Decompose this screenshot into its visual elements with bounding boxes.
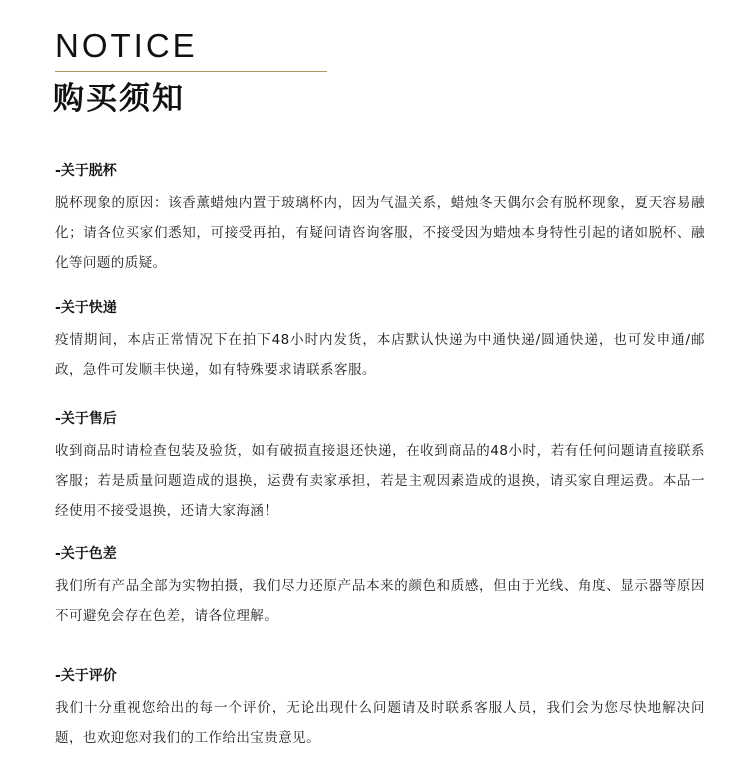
section-shipping xyxy=(55,298,705,385)
section-after-sales xyxy=(55,409,705,526)
section-title: -关于售后 xyxy=(55,411,117,427)
section-body: 我们十分重视您给出的每一个评价，无论出现什么问题请及时联系客服人员，我们会为您尽快地解决问题，也欢迎您对我们的工作给出宝贵意见。 xyxy=(55,700,705,746)
section-title: -关于快递 xyxy=(55,300,117,316)
section-title: -关于色差 xyxy=(55,546,117,562)
section-reviews xyxy=(55,666,705,753)
notice-title-en: NOTICE xyxy=(55,27,198,64)
notice-title-cn: 购买须知 xyxy=(53,81,185,117)
section-color-difference xyxy=(55,544,705,631)
section-body: 疫情期间，本店正常情况下在拍下48小时内发货，本店默认快递为中通快递/圆通快递，也可发申通/邮政，急件可发顺丰快递，如有特殊要求请联系客服。 xyxy=(55,332,705,378)
section-body: 脱杯现象的原因：该香薰蜡烛内置于玻璃杯内，因为气温关系，蜡烛冬天偶尔会有脱杯现象，夏天容易融化；请各位买家们悉知，可接受再拍，有疑问请咨询客服，不接受因为蜡烛本身特性引起的诸如脱杯、融化等问题的质疑。 xyxy=(55,195,705,271)
section-body: 收到商品时请检查包装及验货，如有破损直接退还快递，在收到商品的48小时，若有任何问题请直接联系客服；若是质量问题造成的退换，运费有卖家承担，若是主观因素造成的退换，请买家自理运费。本品一经使用不接受退换，还请大家海涵！ xyxy=(55,443,705,519)
section-cup-detachment xyxy=(55,161,705,278)
section-title: -关于评价 xyxy=(55,668,117,684)
section-title: -关于脱杯 xyxy=(55,163,117,179)
title-divider xyxy=(55,71,327,72)
section-body: 我们所有产品全部为实物拍摄，我们尽力还原产品本来的颜色和质感，但由于光线、角度、显示器等原因不可避免会存在色差，请各位理解。 xyxy=(55,578,705,624)
